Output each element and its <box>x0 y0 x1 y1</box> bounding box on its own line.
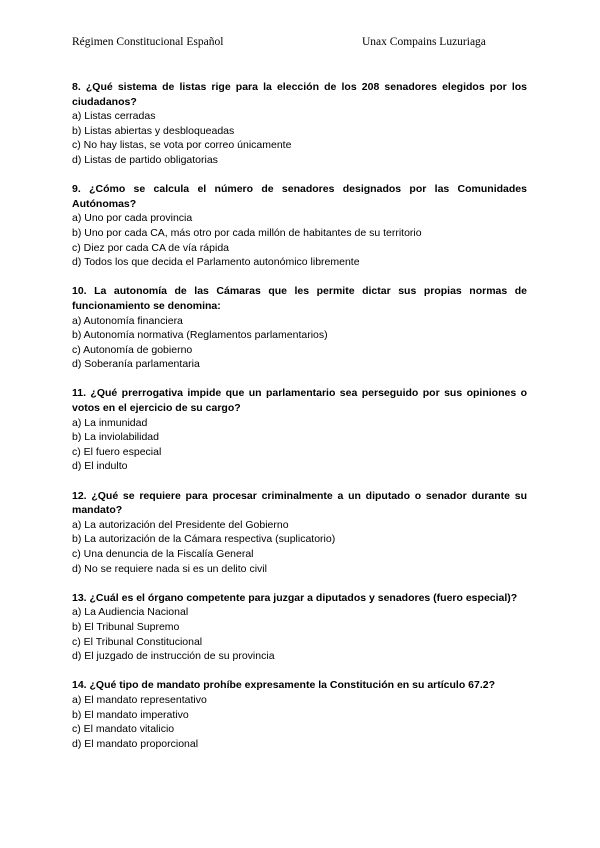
option-b: b) Uno por cada CA, más otro por cada millón de habitantes de su territorio <box>72 226 422 239</box>
option-d: d) El indulto <box>72 460 128 473</box>
option-d: d) Listas de partido obligatorias <box>72 153 218 166</box>
option-c: c) El mandato vitalicio <box>72 723 175 736</box>
option-a: a) La inmunidad <box>72 416 148 429</box>
option-b: b) El mandato imperativo <box>72 708 189 721</box>
option-c: c) No hay listas, se vota por correo únicamente <box>72 139 292 152</box>
option-b: b) Listas abiertas y desbloqueadas <box>72 124 235 137</box>
option-c: c) El fuero especial <box>72 445 162 458</box>
option-a: a) Autonomía financiera <box>72 314 183 327</box>
question-12 <box>72 489 527 577</box>
question-text: 14. ¿Qué tipo de mandato prohíbe expresamente la Constitución en su artículo 67.2? <box>72 679 496 692</box>
question-text: 8. ¿Qué sistema de listas rige para la elección de los 208 senadores elegidos por los ciudadanos? <box>72 81 527 108</box>
option-d: d) No se requiere nada si es un delito civil <box>72 562 267 575</box>
option-d: d) Todos los que decida el Parlamento autonómico libremente <box>72 256 360 269</box>
option-b: b) Autonomía normativa (Reglamentos parlamentarios) <box>72 329 328 342</box>
question-text: 11. ¿Qué prerrogativa impide que un parlamentario sea perseguido por sus opiniones o votos en el ejercicio de su cargo? <box>72 387 527 415</box>
question-text: 13. ¿Cuál es el órgano competente para juzgar a diputados y senadores (fuero especial)? <box>72 591 518 604</box>
question-text: 9. ¿Cómo se calcula el número de senadores designados por las Comunidades Autónomas? <box>72 183 527 210</box>
question-13 <box>72 591 527 664</box>
header-course-title: Régimen Constitucional Español <box>72 36 224 48</box>
option-a: a) Uno por cada provincia <box>72 212 193 225</box>
option-a: a) La autorización del Presidente del Gobierno <box>72 518 289 531</box>
option-d: d) El juzgado de instrucción de su provincia <box>72 650 275 663</box>
header-author-name: Unax Compains Luzuriaga <box>362 36 486 48</box>
option-c: c) Una denuncia de la Fiscalía General <box>72 548 254 560</box>
question-8 <box>72 80 527 168</box>
question-11 <box>72 386 527 474</box>
option-c: c) Diez por cada CA de vía rápida <box>72 241 229 254</box>
question-10 <box>72 284 527 372</box>
option-d: d) Soberanía parlamentaria <box>72 358 200 371</box>
option-c: c) El Tribunal Constitucional <box>72 635 203 648</box>
question-text: 12. ¿Qué se requiere para procesar criminalmente a un diputado o senador durante su mandato? <box>72 489 527 517</box>
option-a: a) La Audiencia Nacional <box>72 606 189 619</box>
option-a: a) El mandato representativo <box>72 693 207 706</box>
option-d: d) El mandato proporcional <box>72 737 199 750</box>
page-header <box>72 36 512 52</box>
question-14 <box>72 678 527 751</box>
option-a: a) Listas cerradas <box>72 110 156 123</box>
question-list <box>72 80 527 766</box>
option-b: b) La autorización de la Cámara respectiva (suplicatorio) <box>72 533 336 546</box>
question-text: 10. La autonomía de las Cámaras que les permite dictar sus propias normas de funcionamiento se denomina: <box>72 285 527 312</box>
option-c: c) Autonomía de gobierno <box>72 343 193 356</box>
question-9 <box>72 182 527 270</box>
option-b: b) El Tribunal Supremo <box>72 620 180 633</box>
option-b: b) La inviolabilidad <box>72 431 159 444</box>
